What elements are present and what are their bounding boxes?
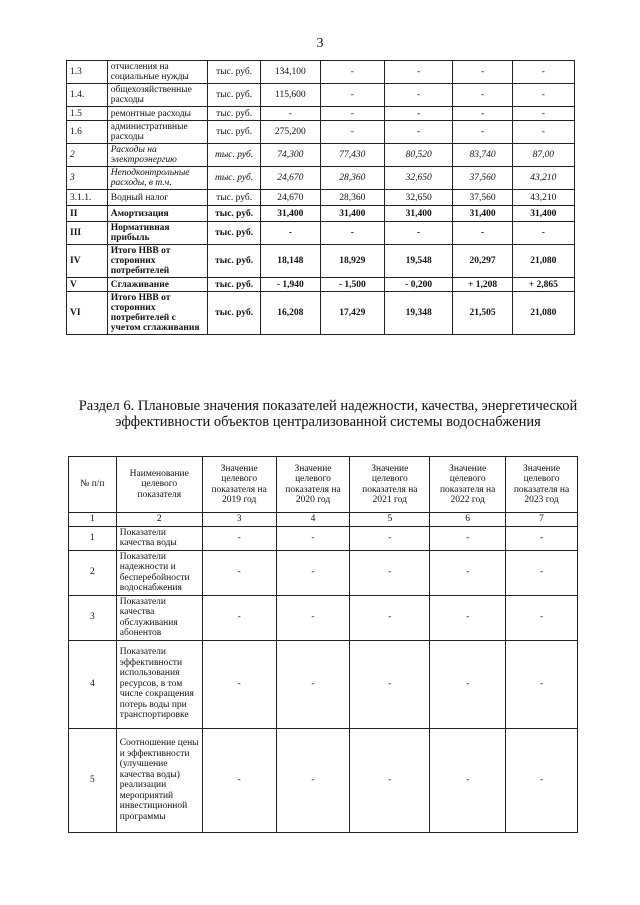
row-number: III bbox=[67, 222, 108, 245]
table-row bbox=[67, 167, 575, 190]
row-value: - bbox=[202, 550, 276, 595]
row-value: - bbox=[512, 84, 574, 107]
row-unit: тыс. руб. bbox=[208, 61, 260, 84]
row-value: 24,670 bbox=[260, 167, 320, 190]
row-value: 24,670 bbox=[260, 190, 320, 206]
table-row bbox=[67, 222, 575, 245]
row-value: - bbox=[453, 61, 512, 84]
table-row bbox=[67, 206, 575, 222]
row-value: - bbox=[384, 84, 453, 107]
row-number: 1 bbox=[69, 526, 117, 550]
row-name: Показатели надежности и бесперебойности водоснабжения bbox=[116, 550, 202, 595]
row-unit: тыс. руб. bbox=[208, 144, 260, 167]
row-value: - bbox=[506, 640, 578, 728]
section-6-title: Раздел 6. Плановые значения показателей надежности, качества, энергетической эффективности объектов централизованной системы водоснабжения bbox=[78, 398, 578, 430]
row-value: 21,080 bbox=[512, 292, 574, 335]
row-name: Неподконтрольные расходы, в т.ч. bbox=[107, 167, 208, 190]
row-value: 32,650 bbox=[384, 167, 453, 190]
row-number: 1.6 bbox=[67, 121, 108, 144]
table-row bbox=[69, 640, 578, 728]
row-value: - bbox=[276, 640, 350, 728]
row-name: ремонтные расходы bbox=[107, 107, 208, 121]
row-value: - bbox=[320, 121, 384, 144]
row-value: - bbox=[512, 107, 574, 121]
table-row bbox=[67, 61, 575, 84]
row-number: VI bbox=[67, 292, 108, 335]
row-value: - bbox=[430, 526, 506, 550]
row-value: - bbox=[384, 121, 453, 144]
row-name: Итого НВВ от сторонних потребителей bbox=[107, 245, 208, 278]
row-value: - bbox=[350, 728, 430, 832]
table-row bbox=[69, 550, 578, 595]
row-value: 80,520 bbox=[384, 144, 453, 167]
row-value: - bbox=[384, 107, 453, 121]
table-row bbox=[69, 728, 578, 832]
row-value: 77,430 bbox=[320, 144, 384, 167]
row-value: - 1,500 bbox=[320, 278, 384, 292]
row-name: Итого НВВ от сторонних потребителей с учетом сглаживания bbox=[107, 292, 208, 335]
row-name: Соотношение цены и эффективности (улучшение качества воды) реализации мероприятий инвестиционной программы bbox=[116, 728, 202, 832]
row-number: 3 bbox=[69, 595, 117, 640]
row-value: - bbox=[384, 61, 453, 84]
row-unit: тыс. руб. bbox=[208, 121, 260, 144]
row-value: - bbox=[276, 595, 350, 640]
table-row bbox=[69, 526, 578, 550]
column-header: Значение целевого показателя на 2021 год bbox=[350, 457, 430, 513]
column-header: Значение целевого показателя на 2020 год bbox=[276, 457, 350, 513]
row-number: 1.3 bbox=[67, 61, 108, 84]
row-value: - bbox=[350, 550, 430, 595]
row-name: Сглаживание bbox=[107, 278, 208, 292]
row-value: 275,200 bbox=[260, 121, 320, 144]
row-value: - bbox=[260, 222, 320, 245]
row-value: - bbox=[430, 595, 506, 640]
row-value: - bbox=[202, 728, 276, 832]
column-number: 6 bbox=[430, 513, 506, 527]
row-value: 21,505 bbox=[453, 292, 512, 335]
column-number: 1 bbox=[69, 513, 117, 527]
row-unit: тыс. руб. bbox=[208, 292, 260, 335]
table-row bbox=[67, 84, 575, 107]
row-value: - bbox=[202, 640, 276, 728]
row-unit: тыс. руб. bbox=[208, 245, 260, 278]
row-value: - 0,200 bbox=[384, 278, 453, 292]
column-header: Значение целевого показателя на 2019 год bbox=[202, 457, 276, 513]
row-name: Показатели эффективности использования ресурсов, в том числе сокращения потерь воды при транспортировке bbox=[116, 640, 202, 728]
row-value: 17,429 bbox=[320, 292, 384, 335]
column-number-row bbox=[69, 513, 578, 527]
row-unit: тыс. руб. bbox=[208, 278, 260, 292]
row-value: - bbox=[276, 550, 350, 595]
row-value: 74,300 bbox=[260, 144, 320, 167]
table-row bbox=[67, 292, 575, 335]
row-name: Показатели качества обслуживания абонентов bbox=[116, 595, 202, 640]
row-value: 20,297 bbox=[453, 245, 512, 278]
table-row bbox=[67, 278, 575, 292]
column-header: Значение целевого показателя на 2022 год bbox=[430, 457, 506, 513]
row-value: - bbox=[320, 61, 384, 84]
row-unit: тыс. руб. bbox=[208, 190, 260, 206]
row-value: 31,400 bbox=[384, 206, 453, 222]
header-row bbox=[69, 457, 578, 513]
row-value: 19,548 bbox=[384, 245, 453, 278]
row-value: 134,100 bbox=[260, 61, 320, 84]
row-value: - bbox=[506, 728, 578, 832]
row-value: - bbox=[512, 61, 574, 84]
row-value: 18,148 bbox=[260, 245, 320, 278]
row-value: 83,740 bbox=[453, 144, 512, 167]
expenses-table bbox=[66, 60, 575, 335]
row-value: 87,00 bbox=[512, 144, 574, 167]
row-unit: тыс. руб. bbox=[208, 167, 260, 190]
row-value: - bbox=[276, 526, 350, 550]
row-value: - bbox=[453, 84, 512, 107]
row-unit: тыс. руб. bbox=[208, 222, 260, 245]
row-number: 1.4. bbox=[67, 84, 108, 107]
row-number: 5 bbox=[69, 728, 117, 832]
column-header: Наименование целевого показателя bbox=[116, 457, 202, 513]
column-number: 5 bbox=[350, 513, 430, 527]
row-value: - bbox=[202, 595, 276, 640]
row-name: Амортизация bbox=[107, 206, 208, 222]
row-number: IV bbox=[67, 245, 108, 278]
row-value: - bbox=[512, 222, 574, 245]
row-value: - bbox=[320, 107, 384, 121]
row-value: - bbox=[506, 595, 578, 640]
row-value: - bbox=[506, 550, 578, 595]
row-value: - bbox=[453, 107, 512, 121]
row-value: - bbox=[320, 222, 384, 245]
row-unit: тыс. руб. bbox=[208, 107, 260, 121]
row-number: 1.5 bbox=[67, 107, 108, 121]
table-row bbox=[67, 144, 575, 167]
row-value: 31,400 bbox=[260, 206, 320, 222]
row-name: Водный налог bbox=[107, 190, 208, 206]
row-value: - bbox=[350, 640, 430, 728]
row-value: 37,560 bbox=[453, 190, 512, 206]
row-value: 43,210 bbox=[512, 167, 574, 190]
row-value: 37,560 bbox=[453, 167, 512, 190]
column-number: 3 bbox=[202, 513, 276, 527]
page-number: 3 bbox=[316, 36, 324, 51]
row-value: - bbox=[430, 728, 506, 832]
row-name: общехозяйственные расходы bbox=[107, 84, 208, 107]
row-name: отчисления на социальные нужды bbox=[107, 61, 208, 84]
row-value: 28,360 bbox=[320, 167, 384, 190]
row-value: - bbox=[350, 526, 430, 550]
row-value: - bbox=[512, 121, 574, 144]
row-value: 28,360 bbox=[320, 190, 384, 206]
row-value: 31,400 bbox=[512, 206, 574, 222]
table-row bbox=[67, 121, 575, 144]
row-value: - bbox=[453, 121, 512, 144]
row-name: административные расходы bbox=[107, 121, 208, 144]
targets-table bbox=[68, 456, 578, 833]
row-name: Нормативная прибыль bbox=[107, 222, 208, 245]
row-value: - bbox=[276, 728, 350, 832]
column-number: 4 bbox=[276, 513, 350, 527]
column-number: 7 bbox=[506, 513, 578, 527]
row-number: 4 bbox=[69, 640, 117, 728]
row-value: + 2,865 bbox=[512, 278, 574, 292]
row-value: - 1,940 bbox=[260, 278, 320, 292]
row-value: 31,400 bbox=[453, 206, 512, 222]
row-value: - bbox=[350, 595, 430, 640]
row-value: 32,650 bbox=[384, 190, 453, 206]
row-value: 31,400 bbox=[320, 206, 384, 222]
row-value: 16,208 bbox=[260, 292, 320, 335]
table-row bbox=[69, 595, 578, 640]
column-header: № п/п bbox=[69, 457, 117, 513]
row-value: - bbox=[453, 222, 512, 245]
row-name: Расходы на электроэнергию bbox=[107, 144, 208, 167]
row-number: 3 bbox=[67, 167, 108, 190]
row-number: V bbox=[67, 278, 108, 292]
row-value: 43,210 bbox=[512, 190, 574, 206]
table-row bbox=[67, 190, 575, 206]
row-value: - bbox=[430, 550, 506, 595]
column-number: 2 bbox=[116, 513, 202, 527]
row-value: 19,348 bbox=[384, 292, 453, 335]
row-name: Показатели качества воды bbox=[116, 526, 202, 550]
row-value: 115,600 bbox=[260, 84, 320, 107]
row-number: II bbox=[67, 206, 108, 222]
row-number: 2 bbox=[69, 550, 117, 595]
row-value: - bbox=[430, 640, 506, 728]
row-value: - bbox=[384, 222, 453, 245]
row-number: 2 bbox=[67, 144, 108, 167]
row-value: - bbox=[320, 84, 384, 107]
column-header: Значение целевого показателя на 2023 год bbox=[506, 457, 578, 513]
row-value: - bbox=[506, 526, 578, 550]
row-number: 3.1.1. bbox=[67, 190, 108, 206]
table-row bbox=[67, 245, 575, 278]
row-value: - bbox=[260, 107, 320, 121]
row-value: + 1,208 bbox=[453, 278, 512, 292]
table-row bbox=[67, 107, 575, 121]
row-unit: тыс. руб. bbox=[208, 84, 260, 107]
row-value: 21,080 bbox=[512, 245, 574, 278]
row-unit: тыс. руб. bbox=[208, 206, 260, 222]
row-value: - bbox=[202, 526, 276, 550]
row-value: 18,929 bbox=[320, 245, 384, 278]
